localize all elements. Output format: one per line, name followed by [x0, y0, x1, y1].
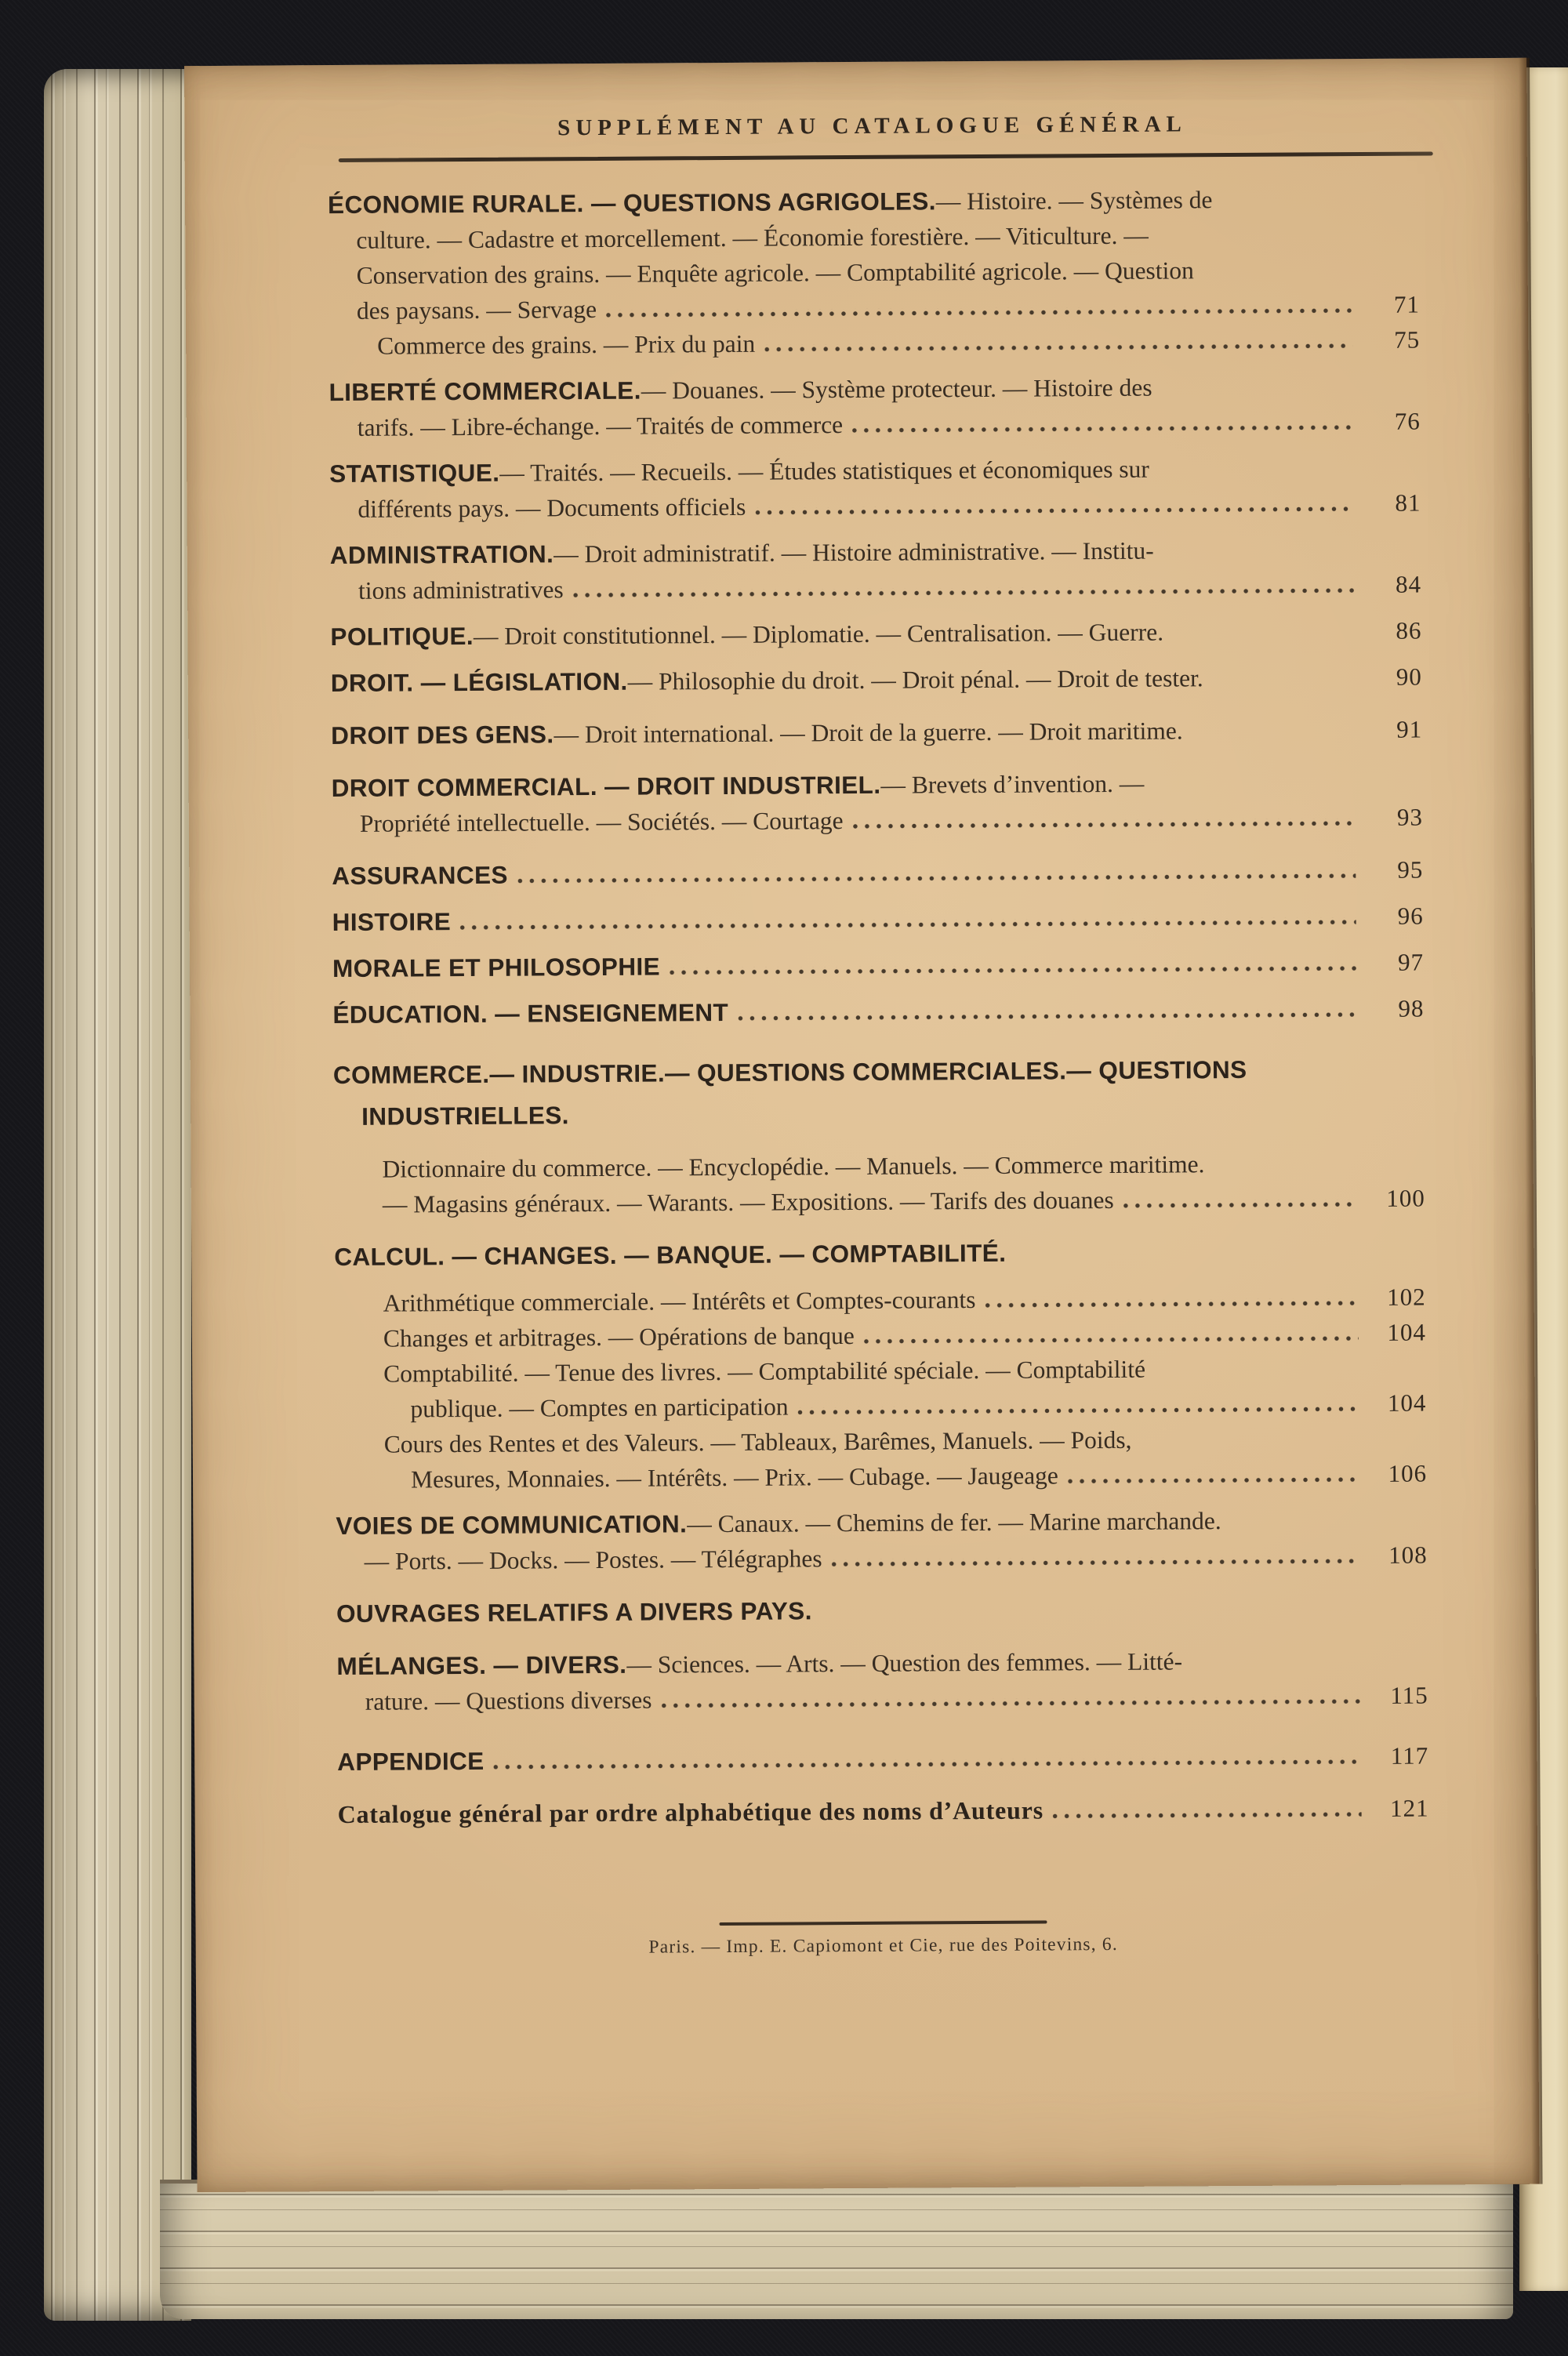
toc-heading: ASSURANCES	[332, 860, 508, 891]
toc-text: — Droit constitutionnel. — Diplomatie. — Centralisation. — Guerre.	[473, 618, 1164, 650]
toc-heading: POLITIQUE.	[330, 621, 474, 652]
toc-page-number: 115	[1390, 1681, 1428, 1709]
toc-heading: MORALE ET PHILOSOPHIE	[332, 952, 661, 983]
toc-heading: OUVRAGES RELATIFS A DIVERS PAYS.	[336, 1596, 812, 1628]
dot-leader	[852, 423, 1353, 433]
toc-line	[332, 852, 1423, 895]
toc-page-number: 102	[1387, 1283, 1426, 1311]
toc-heading: MÉLANGES. — DIVERS.	[336, 1650, 627, 1681]
toc-line	[333, 1093, 1425, 1135]
book-page-stack-bottom-edge	[160, 2180, 1513, 2319]
toc-heading: STATISTIQUE.	[329, 458, 500, 488]
toc-line	[337, 1678, 1428, 1720]
toc-line	[329, 485, 1421, 528]
toc-heading: DROIT. — LÉGISLATION.	[330, 666, 628, 698]
toc-page-number: 76	[1394, 407, 1421, 435]
toc-page-number: 95	[1397, 855, 1424, 884]
toc-line	[331, 712, 1422, 754]
toc-page-number: 104	[1387, 1318, 1427, 1346]
toc-page-number: 75	[1394, 325, 1421, 354]
toc-text: Commerce des grains. — Prix du pain	[377, 329, 756, 360]
leader-space	[1183, 738, 1367, 739]
toc-page-number: 86	[1396, 616, 1422, 644]
toc-text: — Ports. — Docks. — Postes. — Télégraphes	[364, 1545, 822, 1575]
toc-text: Conservation des grains. — Enquête agricole. — Comptabilité agricole. — Question	[356, 256, 1194, 289]
toc-page-number: 81	[1395, 488, 1421, 517]
toc-line	[329, 404, 1421, 446]
toc-heading: ÉCONOMIE RURALE. — QUESTIONS AGRIGOLES.	[327, 187, 936, 220]
toc-page-number: 106	[1388, 1459, 1428, 1487]
toc-text: — Droit administratif. — Histoire administrative. — Institu-	[554, 536, 1154, 568]
book-page-stack-left-edge	[44, 69, 191, 2321]
toc-heading: LIBERTÉ COMMERCIALE.	[328, 376, 641, 407]
toc-page-number: 91	[1396, 715, 1423, 743]
toc-page-number: 90	[1396, 663, 1422, 691]
toc-line	[332, 991, 1424, 1033]
toc-line	[328, 322, 1420, 365]
toc-heading: VOIES DE COMMUNICATION.	[336, 1509, 688, 1541]
book-page	[184, 58, 1540, 2192]
toc-text: — Brevets d’invention. —	[880, 769, 1145, 799]
header-rule	[339, 151, 1433, 162]
dot-leader	[738, 1010, 1356, 1021]
dot-leader	[494, 1757, 1362, 1770]
toc-line	[336, 1590, 1428, 1632]
toc-page-number: 96	[1397, 902, 1424, 930]
running-head: SUPPLÉMENT AU CATALOGUE GÉNÉRAL	[557, 111, 1187, 141]
toc-heading: DROIT DES GENS.	[331, 720, 554, 750]
dot-leader	[606, 306, 1352, 318]
toc-line	[332, 898, 1424, 941]
toc-text: tions administratives	[358, 575, 564, 604]
toc-page-number: 71	[1393, 290, 1421, 318]
toc-page-number: 98	[1398, 994, 1425, 1022]
toc-text: Dictionnaire du commerce. — Encyclopédie. — Manuels. — Commerce maritime.	[382, 1150, 1205, 1183]
toc-text: publique. — Comptes en participation	[410, 1392, 789, 1423]
footer-rule	[719, 1921, 1047, 1926]
toc-text: — Traités. — Recueils. — Études statistiques et économiques sur	[499, 455, 1149, 487]
dot-leader	[1068, 1475, 1359, 1483]
toc-line	[330, 567, 1421, 609]
toc-entry-bold: Catalogue général par ordre alphabétique des noms d’Auteurs	[337, 1795, 1044, 1829]
dot-leader	[460, 917, 1356, 930]
toc-text: — Histoire. — Systèmes de	[935, 186, 1213, 216]
toc-line	[338, 1791, 1429, 1833]
toc-page-number: 84	[1395, 570, 1422, 598]
leader-space	[1203, 685, 1366, 686]
toc-line	[334, 1181, 1425, 1223]
toc-line	[332, 945, 1424, 987]
toc-line	[332, 800, 1423, 842]
toc-page-number: 117	[1390, 1741, 1429, 1770]
leader-space	[1163, 639, 1365, 641]
toc-text: Cours des Rentes et des Valeurs. — Tableaux, Barêmes, Manuels. — Poids,	[383, 1425, 1132, 1458]
toc-page-number: 100	[1386, 1184, 1425, 1212]
toc-heading: COMMERCE.— INDUSTRIE.— QUESTIONS COMMERCIALES.— QUESTIONS	[332, 1055, 1247, 1090]
printer-imprint: Paris. — Imp. E. Capiomont et Cie, rue des Poitevins, 6.	[648, 1933, 1118, 1958]
toc-text: — Canaux. — Chemins de fer. — Marine marchande.	[687, 1507, 1221, 1538]
toc-page-number: 108	[1388, 1541, 1428, 1569]
toc-text: — Sciences. — Arts. — Question des femmes. — Litté-	[626, 1647, 1183, 1679]
dot-leader	[1123, 1200, 1358, 1208]
dot-leader	[661, 1697, 1360, 1708]
toc-page-number: 97	[1397, 948, 1425, 976]
toc-text: Mesures, Monnaies. — Intérêts. — Prix. — Cubage. — Jaugeage	[410, 1461, 1058, 1494]
page-footer	[338, 1919, 1428, 1960]
toc-line	[334, 1233, 1425, 1276]
toc-text: Arithmétique commerciale. — Intérêts et Comptes-courants	[383, 1286, 976, 1317]
toc-text: différents pays. — Documents officiels	[358, 492, 746, 523]
toc-text: — Philosophie du droit. — Droit pénal. — Droit de tester.	[627, 664, 1203, 695]
toc-text: — Magasins généraux. — Warants. — Expositions. — Tarifs des douanes	[382, 1185, 1114, 1218]
toc-line	[330, 613, 1421, 655]
toc-line	[336, 1456, 1427, 1498]
toc-text: Comptabilité. — Tenue des livres. — Comptabilité spéciale. — Comptabilité	[383, 1355, 1146, 1388]
toc-heading: ÉDUCATION. — ENSEIGNEMENT	[332, 997, 729, 1029]
dot-leader	[517, 871, 1356, 884]
dot-leader	[670, 964, 1356, 975]
toc-page-number: 93	[1396, 803, 1424, 831]
toc-text: culture. — Cadastre et morcellement. — Économie forestière. — Viticulture. —	[356, 221, 1149, 254]
toc-text: rature. — Questions diverses	[365, 1686, 652, 1715]
toc-heading: DROIT COMMERCIAL. — DROIT INDUSTRIEL.	[331, 770, 881, 803]
dot-leader	[1053, 1810, 1362, 1818]
toc-line	[336, 1537, 1428, 1580]
toc-page-number: 104	[1387, 1389, 1427, 1417]
toc-text: des paysans. — Servage	[356, 295, 597, 325]
toc-text: — Droit international. — Droit de la guerre. — Droit maritime.	[554, 717, 1183, 749]
toc-heading: APPENDICE	[337, 1746, 485, 1777]
toc-line	[331, 659, 1422, 702]
dot-leader	[755, 504, 1353, 515]
toc-text: tarifs. — Libre-échange. — Traités de commerce	[357, 411, 844, 441]
toc-text: Changes et arbitrages. — Opérations de banque	[383, 1321, 855, 1352]
toc-text: — Douanes. — Système protecteur. — Histoire des	[641, 373, 1152, 405]
toc-page-number: 121	[1390, 1794, 1429, 1822]
toc-heading: CALCUL. — CHANGES. — BANQUE. — COMPTABILITÉ.	[334, 1238, 1007, 1272]
dot-leader	[573, 586, 1354, 597]
dot-leader	[832, 1556, 1360, 1566]
table-of-contents	[328, 181, 1429, 1832]
toc-heading: INDUSTRIELLES.	[361, 1101, 569, 1131]
toc-line	[337, 1738, 1428, 1781]
toc-line	[333, 1051, 1425, 1094]
dot-leader	[853, 819, 1356, 829]
toc-text: Propriété intellectuelle. — Sociétés. — Courtage	[359, 807, 844, 837]
dot-leader	[764, 341, 1352, 352]
toc-heading: ADMINISTRATION.	[329, 539, 554, 570]
toc-heading: HISTOIRE	[332, 907, 452, 937]
dot-leader	[798, 1404, 1359, 1414]
dot-leader	[864, 1334, 1359, 1344]
dot-leader	[985, 1298, 1358, 1308]
